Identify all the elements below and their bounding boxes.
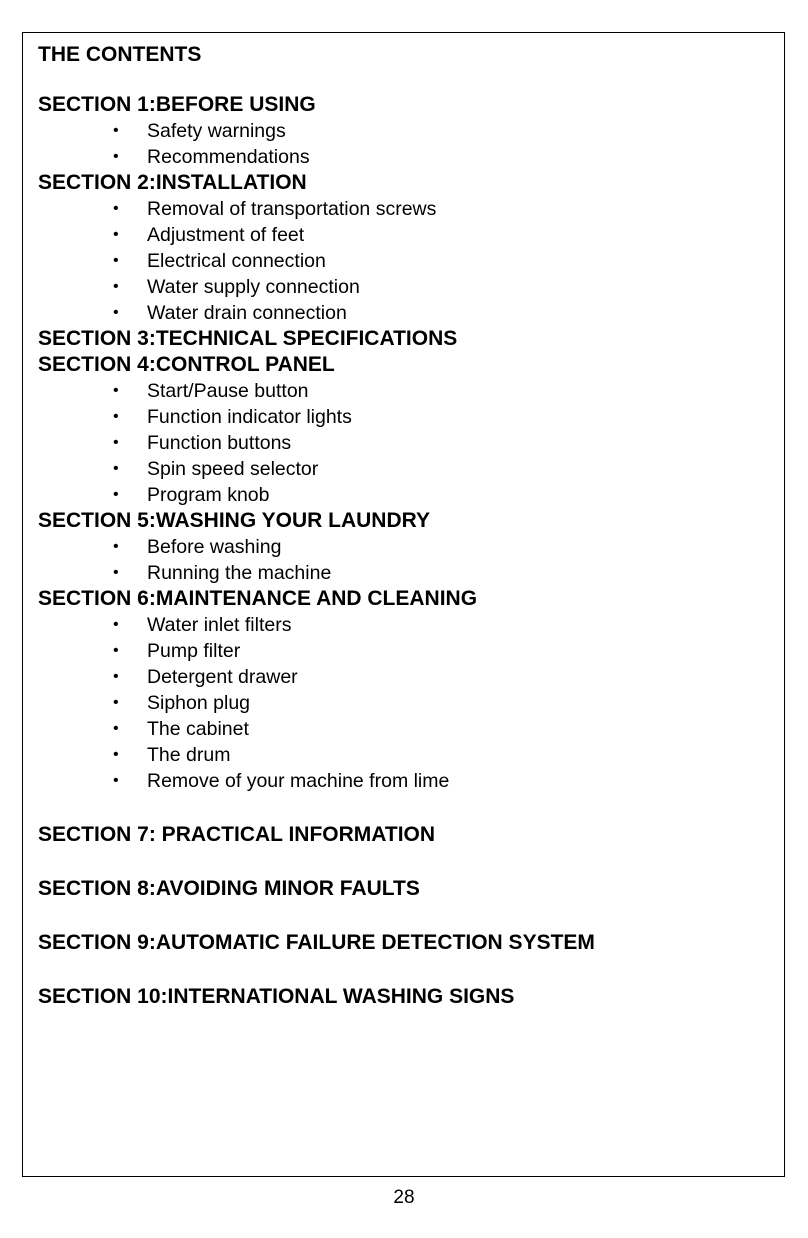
section-heading: SECTION 9:AUTOMATIC FAILURE DETECTION SYSTEM xyxy=(38,931,595,954)
list-item xyxy=(38,638,778,664)
section-heading: SECTION 2:INSTALLATION xyxy=(38,171,307,194)
list-item xyxy=(38,274,778,300)
list-item xyxy=(38,664,778,690)
list-item-label: Water inlet filters xyxy=(147,614,292,636)
bullet-icon: • xyxy=(113,200,119,217)
bullet-icon: • xyxy=(113,564,119,581)
list-item xyxy=(38,716,778,742)
list-item-label: Before washing xyxy=(147,536,282,558)
section-heading: SECTION 10:INTERNATIONAL WASHING SIGNS xyxy=(38,985,515,1008)
list-item xyxy=(38,560,778,586)
bullet-icon: • xyxy=(113,486,119,503)
table-of-contents xyxy=(38,92,778,1010)
section-item-list xyxy=(38,118,778,170)
section-heading: SECTION 6:MAINTENANCE AND CLEANING xyxy=(38,587,478,610)
list-item-label: Recommendations xyxy=(147,146,310,168)
bullet-icon: • xyxy=(113,772,119,789)
list-item xyxy=(38,430,778,456)
list-item-label: Spin speed selector xyxy=(147,458,319,480)
bullet-icon: • xyxy=(113,694,119,711)
list-item xyxy=(38,222,778,248)
bullet-icon: • xyxy=(113,148,119,165)
list-item-label: Remove of your machine from lime xyxy=(147,770,450,792)
list-item-label: Start/Pause button xyxy=(147,380,309,402)
bullet-icon: • xyxy=(113,668,119,685)
bullet-icon: • xyxy=(113,278,119,295)
list-item-label: Function buttons xyxy=(147,432,292,454)
list-item-label: Pump filter xyxy=(147,640,241,662)
bullet-icon: • xyxy=(113,434,119,451)
page-number: 28 xyxy=(393,1187,415,1208)
list-item-label: Electrical connection xyxy=(147,250,326,272)
list-item-label: Adjustment of feet xyxy=(147,224,305,246)
list-item-label: Program knob xyxy=(147,484,270,506)
list-item-label: The drum xyxy=(147,744,231,766)
list-item xyxy=(38,378,778,404)
bullet-icon: • xyxy=(113,304,119,321)
bullet-icon: • xyxy=(113,460,119,477)
list-item xyxy=(38,196,778,222)
section-item-list xyxy=(38,534,778,586)
section-item-list xyxy=(38,196,778,326)
section-item-list xyxy=(38,378,778,508)
list-item xyxy=(38,300,778,326)
list-item xyxy=(38,742,778,768)
page-title: THE CONTENTS xyxy=(38,43,202,66)
list-item-label: Detergent drawer xyxy=(147,666,298,688)
bullet-icon: • xyxy=(113,746,119,763)
list-item xyxy=(38,118,778,144)
bullet-icon: • xyxy=(113,408,119,425)
list-item xyxy=(38,534,778,560)
list-item-label: Safety warnings xyxy=(147,120,286,142)
bullet-icon: • xyxy=(113,538,119,555)
bullet-icon: • xyxy=(113,382,119,399)
bullet-icon: • xyxy=(113,642,119,659)
list-item xyxy=(38,768,778,794)
list-item-label: Removal of transportation screws xyxy=(147,198,437,220)
bullet-icon: • xyxy=(113,616,119,633)
section-heading: SECTION 3:TECHNICAL SPECIFICATIONS xyxy=(38,327,458,350)
section-item-list xyxy=(38,612,778,794)
list-item xyxy=(38,482,778,508)
list-item-label: Function indicator lights xyxy=(147,406,352,428)
bullet-icon: • xyxy=(113,252,119,269)
list-item-label: Water supply connection xyxy=(147,276,360,298)
list-item xyxy=(38,612,778,638)
section-heading: SECTION 4:CONTROL PANEL xyxy=(38,353,335,376)
list-item-label: Water drain connection xyxy=(147,302,347,324)
list-item xyxy=(38,248,778,274)
list-item xyxy=(38,456,778,482)
list-item-label: Siphon plug xyxy=(147,692,251,714)
section-heading: SECTION 7: PRACTICAL INFORMATION xyxy=(38,823,436,846)
list-item-label: Running the machine xyxy=(147,562,332,584)
list-item xyxy=(38,144,778,170)
section-heading: SECTION 5:WASHING YOUR LAUNDRY xyxy=(38,509,431,532)
bullet-icon: • xyxy=(113,226,119,243)
list-item xyxy=(38,404,778,430)
list-item xyxy=(38,690,778,716)
list-item-label: The cabinet xyxy=(147,718,249,740)
bullet-icon: • xyxy=(113,720,119,737)
section-heading: SECTION 1:BEFORE USING xyxy=(38,93,316,116)
bullet-icon: • xyxy=(113,122,119,139)
section-heading: SECTION 8:AVOIDING MINOR FAULTS xyxy=(38,877,420,900)
